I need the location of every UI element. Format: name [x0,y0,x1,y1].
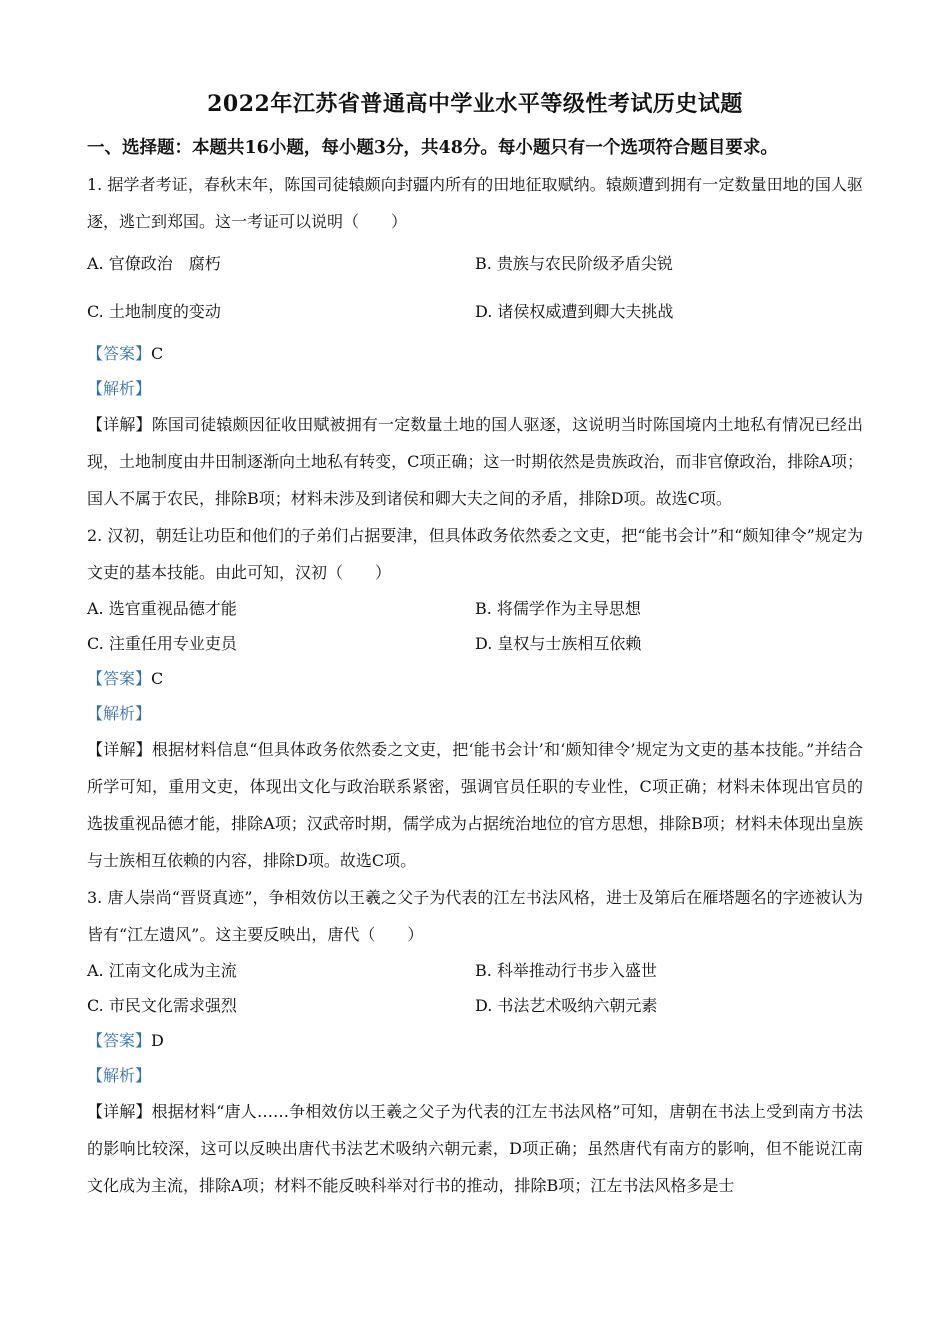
detail-paragraph [87,1093,863,1204]
option-b: B. 贵族与农民阶级矛盾尖锐 [475,254,673,273]
answer-line [87,336,863,371]
option-d: D. 书法艺术吸纳六朝元素 [475,996,658,1015]
page-title: 2022年江苏省普通高中学业水平等级性考试历史试题 [207,91,743,117]
options [87,953,863,1023]
option-c: C. 土地制度的变动 [87,302,221,321]
exam-page [87,88,863,1204]
analysis-line [87,371,863,406]
answer-line [87,661,863,696]
option-a: A. 江南文化成为主流 [87,961,237,980]
option-b: B. 科举推动行书步入盛世 [475,961,657,980]
question-stem: 1. 据学者考证，春秋末年，陈国司徒辕颇向封疆内所有的田地征取赋纳。辕颇遭到拥有一定数量田地的国人驱逐，逃亡到郑国。这一考证可以说明（ ） [87,175,863,231]
section-heading: 一、选择题：本题共16小题，每小题3分，共48分。每小题只有一个选项符合题目要求。 [87,138,778,158]
question-3 [87,879,863,1204]
detail-text: 根据材料信息“但具体政务依然委之文吏，把‘能书会计’和‘颇知律令’规定为文吏的基本技能。”并结合所学可知，重用文吏，体现出文化与政治联系紧密，强调官员任职的专业性，C项正确；材料未体现出官员的选拔重视品德才能，排除A项；汉武帝时期，儒学成为占据统治地位的官方思想，排除B项；材料未体现出皇族与士族相互依赖的内容，排除D项。故选C项。 [87,740,863,870]
detail-paragraph [87,406,863,517]
question-1 [87,166,863,517]
detail-label: 【详解】 [87,415,152,434]
option-a: A. 官僚政治 腐朽 [87,254,221,273]
detail-paragraph [87,731,863,879]
detail-text: 陈国司徒辕颇因征收田赋被拥有一定数量土地的国人驱逐，这说明当时陈国境内土地私有情况已经出现，土地制度由井田制逐渐向土地私有转变，C项正确；这一时期依然是贵族政治，而非官僚政治，排除A项；国人不属于农民，排除B项；材料未涉及到诸侯和卿大夫之间的矛盾，排除D项。故选C项。 [87,415,863,508]
answer-value: C [151,669,164,688]
answer-value: D [151,1031,164,1050]
options [87,591,863,661]
detail-label: 【详解】 [87,1102,152,1121]
option-a: A. 选官重视品德才能 [87,599,237,618]
detail-text: 根据材料“唐人……争相效仿以王羲之父子为代表的江左书法风格”可知，唐朝在书法上受到南方书法的影响比较深，这可以反映出唐代书法艺术吸纳六朝元素，D项正确；虽然唐代有南方的影响，但不能说江南文化成为主流，排除A项；材料不能反映科举对行书的推动，排除B项；江左书法风格多是士 [87,1102,863,1195]
answer-label: 【答案】 [87,669,152,688]
options [87,240,863,336]
option-d: D. 诸侯权威遭到卿大夫挑战 [475,302,674,321]
analysis-label: 【解析】 [87,1066,152,1085]
option-c: C. 注重任用专业吏员 [87,634,237,653]
question-stem: 2. 汉初，朝廷让功臣和他们的子弟们占据要津，但具体政务依然委之文吏，把“能书会计”和“颇知律令”规定为文吏的基本技能。由此可知，汉初（ ） [87,526,863,582]
analysis-label: 【解析】 [87,379,152,398]
answer-value: C [151,344,164,363]
analysis-label: 【解析】 [87,704,152,723]
answer-label: 【答案】 [87,344,152,363]
answer-label: 【答案】 [87,1031,152,1050]
answer-line [87,1023,863,1058]
detail-label: 【详解】 [87,740,152,759]
analysis-line [87,696,863,731]
question-stem: 3. 唐人崇尚“晋贤真迹”，争相效仿以王羲之父子为代表的江左书法风格，进士及第后在雁塔题名的字迹被认为皆有“江左遗风”。这主要反映出，唐代（ ） [87,888,863,944]
question-2 [87,517,863,879]
option-c: C. 市民文化需求强烈 [87,996,237,1015]
option-b: B. 将儒学作为主导思想 [475,599,641,618]
option-d: D. 皇权与士族相互依赖 [475,634,642,653]
analysis-line [87,1058,863,1093]
